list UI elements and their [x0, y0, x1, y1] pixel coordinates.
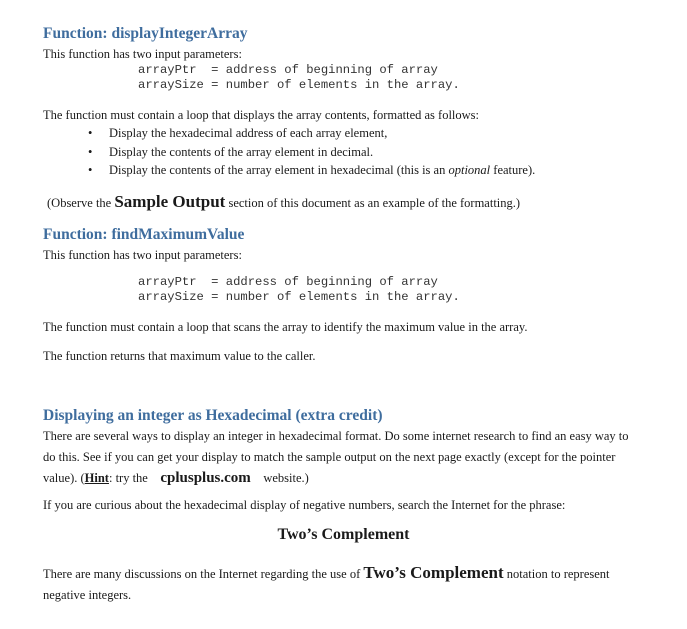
hex-paragraph: There are several ways to display an integer in hexadecimal format. Do some internet research to find an easy way to do this. See if you can get your display to match the sample output on the next page exactly (except for the pointer value). (Hint: try the cplusplus.com website.) [43, 429, 629, 486]
findmax-loop-text: The function must contain a loop that scans the array to identify the maximum value in the array. [43, 320, 528, 334]
heading-hexadecimal: Displaying an integer as Hexadecimal (extra credit) [43, 407, 383, 424]
loop-intro: The function must contain a loop that displays the array contents, formatted as follows: [43, 108, 480, 122]
bullet-icon: • [88, 145, 93, 159]
param-arraysize: arraySize = number of elements in the array. [138, 78, 460, 92]
bullet-icon: • [88, 126, 93, 140]
params-intro: This function has two input parameters: [43, 47, 242, 61]
twos-complement-phrase: Two’s Complement [277, 526, 410, 543]
param-arraysize: arraySize = number of elements in the array. [138, 290, 460, 304]
bullet-icon: • [88, 163, 93, 177]
observe-note: (Observe the Sample Output section of this document as an example of the formatting.) [47, 192, 521, 211]
findmax-returns-text: The function returns that maximum value to the caller. [43, 349, 316, 363]
param-arrayptr: arrayPtr = address of beginning of array [138, 63, 438, 77]
document-page: Function: displayIntegerArray This function has two input parameters: arrayPtr = address of beginning of array arraySize = number of elements in the array. The function must contain a loop that displays the array contents, formatted as follows: • Display the hexadecimal address of each array element, • Display the contents of the array element in decimal. • Display the contents of the array element in hexadecimal (this is an optional feature). (Observe the Sample Output section of this document as an example of the formatting.) Function: findMaximumValue This function has two input parameters: arrayPtr = address of beginning of array arraySize = number of elements in the array. The function must contain a loop that scans the array to identify the maximum value in the array. The function returns that maximum value to the caller. Displaying an integer as Hexadecimal (extra credit) There are several ways to display an integer in hexadecimal format. Do some internet research to find an easy way to do this. See if you can get your display to match the sample output on the next page exactly (except for the pointer value). (Hint: try the cplusplus.com website.) If you are curious about the hexadecimal display of negative numbers, search the Internet for the phrase: Two’s Complement There are many discussions on the Internet regarding the use of Two’s Complement notation to represent negative integers. [0, 0, 687, 629]
param-arrayptr: arrayPtr = address of beginning of array [138, 275, 438, 289]
params-intro: This function has two input parameters: [43, 248, 242, 262]
many-discussions-paragraph: There are many discussions on the Internet regarding the use of Two’s Complement notation to represent negative integers. [43, 563, 610, 602]
heading-find-maximum-value: Function: findMaximumValue [43, 226, 245, 243]
heading-display-integer-array: Function: displayIntegerArray [43, 25, 248, 42]
curious-text: If you are curious about the hexadecimal display of negative numbers, search the Internet for the phrase: [43, 498, 566, 512]
